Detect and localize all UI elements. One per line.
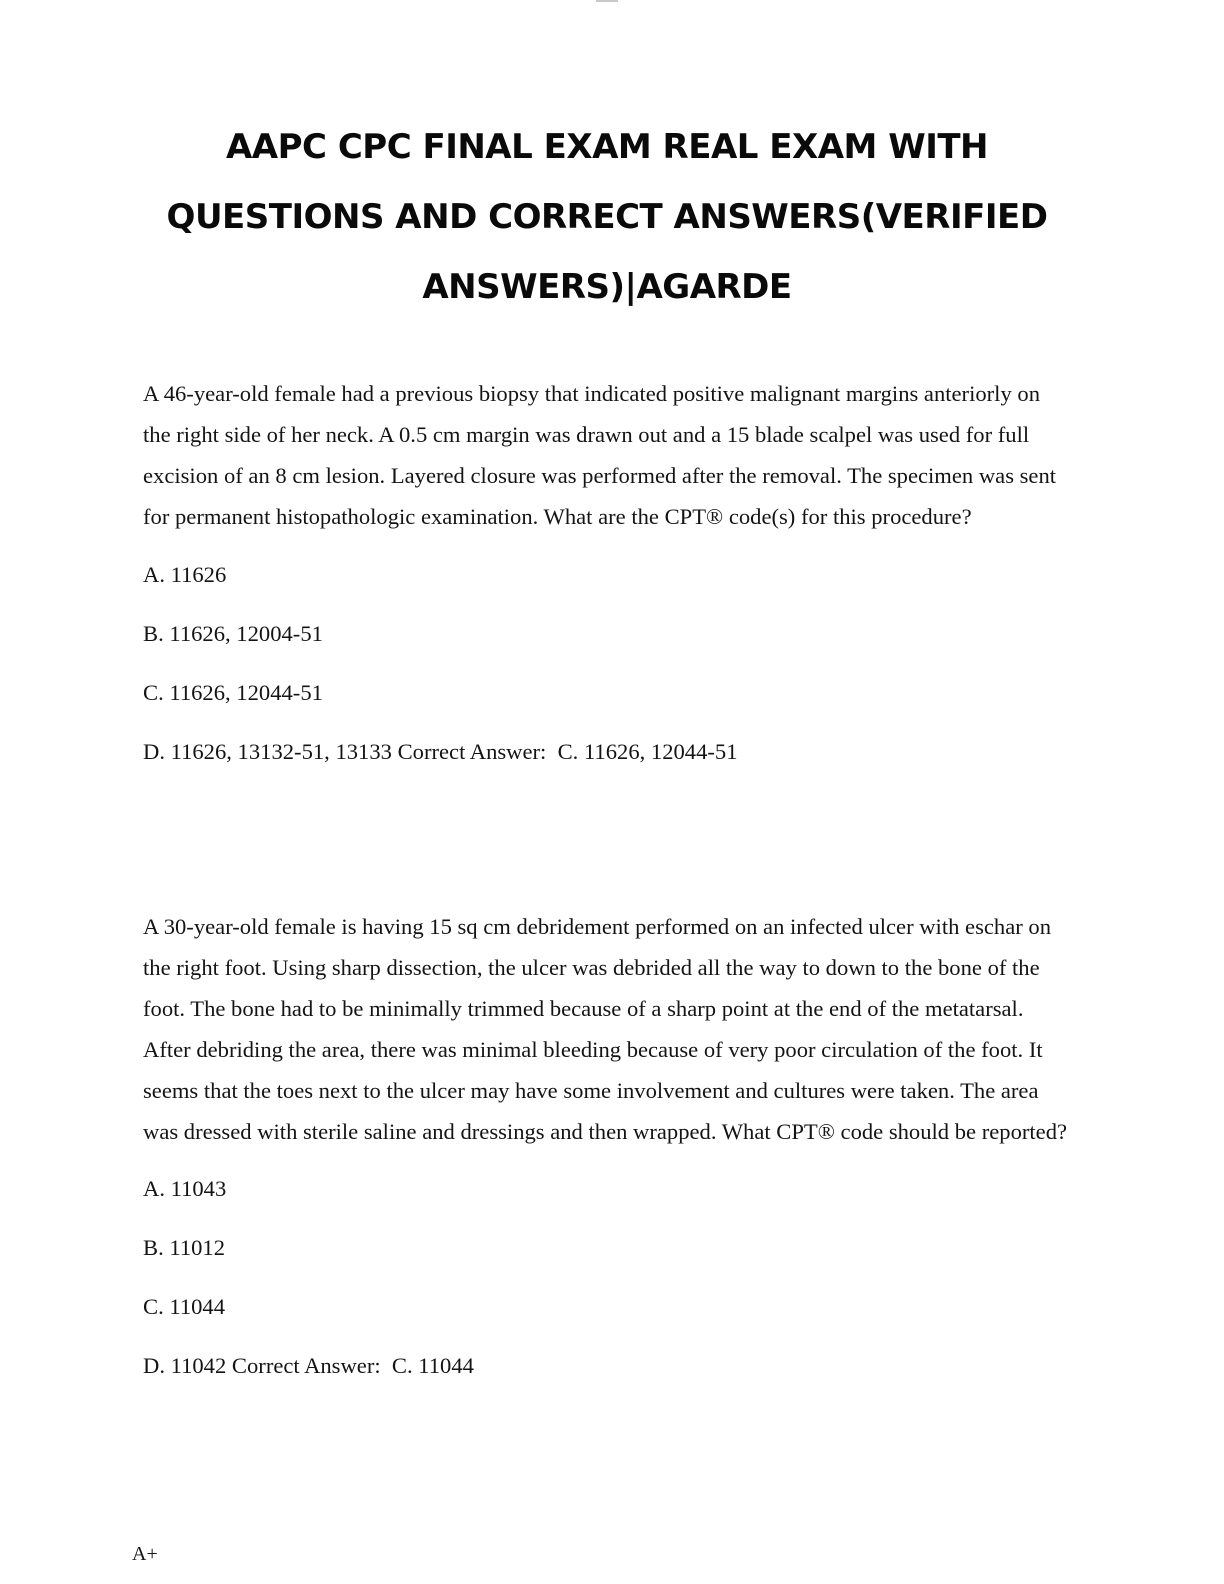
- question-1: [143, 373, 1073, 767]
- option-a: A. 11043: [143, 1176, 227, 1201]
- option-d-with-answer: [143, 1351, 1073, 1381]
- question-2: [143, 906, 1073, 1381]
- option-b: B. 11012: [143, 1235, 226, 1260]
- correct-answer-label: Correct Answer:: [231, 1353, 381, 1378]
- question-stem: A 30-year-old female is having 15 sq cm debridement performed on an infected ulcer with eschar on the right foot. Using sharp dissection, the ulcer was debrided all the way to down to the bone of the foot. The bone had to be minimally trimmed because of a sharp point at the end of the metatarsal. After debriding the area, there was minimal bleeding because of very poor circulation of the foot. It seems that the toes next to the ulcer may have some involvement and cultures were taken. The area was dressed with sterile saline and dressings and then wrapped. What CPT® code should be reported?: [143, 914, 1068, 1144]
- option-d-with-answer: [143, 737, 1073, 767]
- page-top-mark: [596, 0, 618, 2]
- correct-answer-label: Correct Answer:: [397, 739, 547, 764]
- option-d: D. 11042: [143, 1353, 227, 1378]
- correct-answer: C. 11626, 12044-51: [557, 739, 738, 764]
- document-title: AAPC CPC FINAL EXAM REAL EXAM WITH QUESTIONS AND CORRECT ANSWERS(VERIFIED ANSWERS)|AGARDE: [166, 127, 1048, 307]
- option-a: A. 11626: [143, 562, 227, 587]
- correct-answer: C. 11044: [391, 1353, 474, 1378]
- option-c: C. 11626, 12044-51: [143, 680, 323, 705]
- footer-grade: A+: [132, 1543, 158, 1565]
- option-b: B. 11626, 12004-51: [143, 621, 323, 646]
- option-c: C. 11044: [143, 1294, 226, 1319]
- question-stem: A 46-year-old female had a previous biopsy that indicated positive malignant margins anteriorly on the right side of her neck. A 0.5 cm margin was drawn out and a 15 blade scalpel was used for full excision of an 8 cm lesion. Layered closure was performed after the removal. The specimen was sent for permanent histopathologic examination. What are the CPT® code(s) for this procedure?: [143, 381, 1057, 529]
- option-d: D. 11626, 13132-51, 13133: [143, 739, 392, 764]
